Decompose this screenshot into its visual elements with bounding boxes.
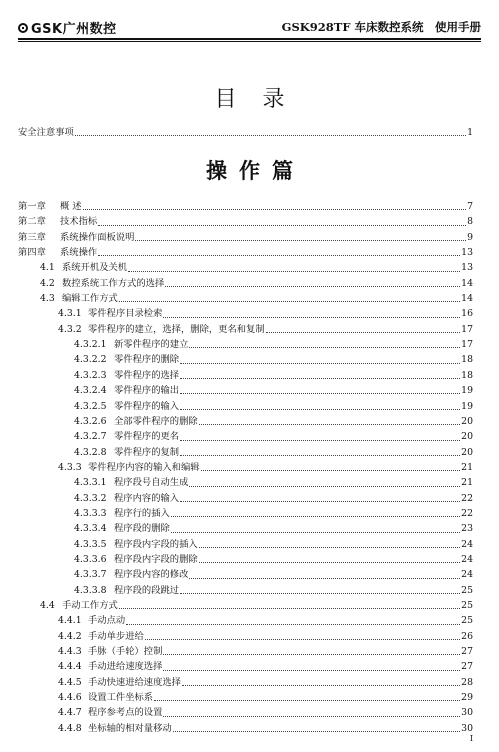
toc-leader [199,561,460,563]
toc-number: 4.4.8 [58,722,82,734]
toc-row[interactable] [18,244,473,259]
toc-row[interactable] [18,290,473,305]
toc-page: 25 [461,599,473,611]
toc-number: 4.3.2.5 [74,400,107,412]
toc-row[interactable] [18,336,473,351]
toc-page: 19 [461,385,473,397]
toc-label: 程序段内字段的插入 [114,538,198,550]
toc-row[interactable] [18,305,473,320]
toc-row[interactable] [18,505,473,520]
toc-number: 4.3.3.8 [74,584,107,596]
toc-row[interactable] [18,321,473,336]
toc-row[interactable] [18,536,473,551]
toc-leader [199,546,460,548]
toc-leader [180,500,460,502]
toc-label: 概 述 [60,201,82,213]
toc-row[interactable] [18,459,473,474]
toc-label: 零件程序的输出 [114,385,180,397]
toc-leader [189,577,460,579]
toc-row[interactable] [18,566,473,581]
toc-number: 4.3.2.8 [74,446,107,458]
toc-row[interactable] [18,229,473,244]
toc-row[interactable] [18,259,473,274]
toc-page: 21 [461,477,473,489]
toc-label: 手动快速进给速度选择 [88,676,181,688]
toc-label: 手脉（手轮）控制 [88,646,163,658]
toc-page: 23 [461,523,473,535]
toc-number: 4.3.3 [58,461,82,473]
toc-label: 零件程序内容的输入和编辑 [88,461,200,473]
toc-label: 零件程序的更名 [114,431,180,443]
toc-number: 4.3 [40,293,55,305]
toc-number: 4.3.2.1 [74,339,107,351]
toc-number: 4.3.3.4 [74,523,107,535]
toc-number: 4.3.3.5 [74,538,107,550]
toc-row[interactable] [18,351,473,366]
toc-number: 4.3.3.3 [74,507,107,519]
toc-label: 坐标轴的相对量移动 [88,722,172,734]
toc-number: 第二章 [18,216,46,228]
toc-page: 20 [461,446,473,458]
toc-page: 21 [461,461,473,473]
toc-label: 系统开机及关机 [62,262,128,274]
toc-number: 4.4.6 [58,692,82,704]
toc-page: 25 [461,584,473,596]
toc-number: 4.4 [40,599,55,611]
toc-leader [171,531,460,533]
toc-page: 18 [461,354,473,366]
header-divider [18,38,481,40]
toc-label: 零件程序的删除 [114,354,180,366]
toc-page: 20 [461,431,473,443]
toc-number: 第四章 [18,247,46,259]
toc-label: 数控系统工作方式的选择 [62,277,165,289]
toc-label: 新零件程序的建立 [114,339,189,351]
toc-label: 程序段内容的修改 [114,569,189,581]
toc-page: 13 [461,247,473,259]
toc-number: 4.3.2.4 [74,385,107,397]
toc-leader [98,254,460,256]
toc-page: 27 [461,646,473,658]
toc-label: 零件程序的复制 [114,446,180,458]
toc-label: 程序行的插入 [114,507,170,519]
toc-number: 4.3.2.2 [74,354,107,366]
toc-label: 零件程序目录检索 [88,308,163,320]
toc-row[interactable] [18,413,473,428]
toc-number: 4.3.3.1 [74,477,107,489]
toc-page: 16 [461,308,473,320]
toc-leader [98,224,466,226]
toc-label: 零件程序的选择 [114,369,180,381]
toc-label: 程序段的删除 [114,523,170,535]
toc-number: 4.2 [40,277,55,289]
toc-row[interactable] [18,367,473,382]
toc-leader [173,730,460,732]
toc-number: 4.3.2 [58,323,82,335]
toc-label: 手动单步进给 [88,630,144,642]
page-header [18,18,481,40]
toc-label: 设置工件坐标系 [88,692,154,704]
toc-page: 14 [461,293,473,305]
toc-page: 19 [461,400,473,412]
toc-row[interactable] [18,597,473,612]
toc-page: 30 [461,707,473,719]
toc-page: 14 [461,277,473,289]
toc-row[interactable] [18,658,473,673]
toc-safety [18,124,473,139]
toc-number: 4.1 [40,262,55,274]
table-of-contents [18,198,473,735]
toc-label: 系统操作 [60,247,98,259]
toc-row[interactable] [18,674,473,689]
toc-leader [189,346,460,348]
toc-number: 4.4.4 [58,661,82,673]
toc-leader [266,331,461,333]
toc-row[interactable] [18,551,473,566]
toc-row[interactable] [18,520,473,535]
toc-number: 4.3.2.3 [74,369,107,381]
toc-page: 26 [461,630,473,642]
toc-leader [180,362,460,364]
header-divider-thin [18,41,481,42]
toc-leader [180,377,460,379]
toc-row[interactable] [18,397,473,412]
toc-leader [128,270,460,272]
toc-leader [163,316,460,318]
toc-page: 13 [461,262,473,274]
toc-row[interactable] [18,582,473,597]
toc-row[interactable] [18,643,473,658]
toc-label: 手动点动 [88,615,126,627]
toc-leader [163,715,460,717]
toc-page: 1 [467,127,473,139]
toc-label: 程序内容的输入 [114,492,180,504]
toc-page: 7 [467,201,473,213]
toc-page: 27 [461,661,473,673]
section-title: 操作篇 [206,158,305,183]
toc-leader [154,699,460,701]
toc-row[interactable] [18,275,473,290]
toc-label: 零件程序的建立，选择，删除，更名和复制 [88,323,265,335]
toc-label: 手动工作方式 [62,599,118,611]
toc-number: 4.3.3.6 [74,553,107,565]
toc-leader [180,592,460,594]
toc-row[interactable] [18,474,473,489]
toc-leader [135,239,466,241]
toc-number: 第一章 [18,201,46,213]
toc-page: 29 [461,692,473,704]
toc-label: 系统操作面板说明 [60,231,135,243]
toc-number: 4.4.5 [58,676,82,688]
toc-page: 24 [461,538,473,550]
toc-row[interactable] [18,689,473,704]
toc-label: 程序段的段跳过 [114,584,180,596]
toc-label: 零件程序的输入 [114,400,180,412]
toc-number: 4.3.3.2 [74,492,107,504]
toc-page: 20 [461,415,473,427]
toc-label: 全部零件程序的删除 [114,415,198,427]
toc-number: 第三章 [18,231,46,243]
toc-leader [119,607,460,609]
toc-leader [180,454,460,456]
toc-row[interactable] [18,704,473,719]
toc-leader [83,208,467,210]
toc-leader [180,408,460,410]
toc-page: 17 [461,339,473,351]
toc-row[interactable] [18,198,473,213]
toc-page: 22 [461,492,473,504]
toc-label: 编辑工作方式 [62,293,118,305]
toc-page: 9 [467,231,473,243]
toc-label: 程序段号自动生成 [114,477,189,489]
toc-number: 4.4.1 [58,615,82,627]
toc-leader [182,684,460,686]
toc-leader [119,300,460,302]
toc-page: 8 [467,216,473,228]
toc-leader [189,485,460,487]
toc-number: 4.3.3.7 [74,569,107,581]
toc-page: 24 [461,569,473,581]
toc-leader [75,134,466,136]
toc-row[interactable] [18,124,473,139]
gsk-logo [18,18,117,37]
logo-text: GSK广州数控 [31,22,117,37]
toc-number: 4.4.2 [58,630,82,642]
toc-leader [126,623,460,625]
toc-page: 30 [461,722,473,734]
toc-leader [171,515,460,517]
toc-row[interactable] [18,444,473,459]
page-title: 目录 [214,87,311,112]
toc-leader [163,653,460,655]
toc-leader [145,638,460,640]
toc-page: 18 [461,369,473,381]
toc-label: 程序段内字段的删除 [114,553,198,565]
toc-leader [180,392,460,394]
toc-page: 17 [461,323,473,335]
toc-leader [165,285,460,287]
manual-title: GSK928TF 车床数控系统 使用手册 [281,20,481,34]
toc-number: 4.4.7 [58,707,82,719]
toc-row[interactable] [18,612,473,627]
toc-row[interactable] [18,428,473,443]
toc-label: 手动进给速度选择 [88,661,163,673]
toc-label: 程序参考点的设置 [88,707,163,719]
toc-number: 4.3.2.6 [74,415,107,427]
toc-page: 24 [461,553,473,565]
toc-label: 技术指标 [60,216,98,228]
toc-row[interactable] [18,213,473,228]
toc-leader [201,469,461,471]
toc-row[interactable] [18,382,473,397]
toc-row[interactable] [18,720,473,735]
gsk-logo-icon [18,23,28,33]
toc-number: 4.3.1 [58,308,82,320]
toc-number: 4.4.3 [58,646,82,658]
toc-label: 安全注意事项 [18,127,74,139]
toc-row[interactable] [18,490,473,505]
toc-leader [180,439,460,441]
toc-page: 28 [461,676,473,688]
toc-leader [163,669,460,671]
toc-page: 25 [461,615,473,627]
toc-leader [199,423,460,425]
footer-page-number: I [469,734,473,743]
toc-number: 4.3.2.7 [74,431,107,443]
toc-page: 22 [461,507,473,519]
toc-row[interactable] [18,628,473,643]
